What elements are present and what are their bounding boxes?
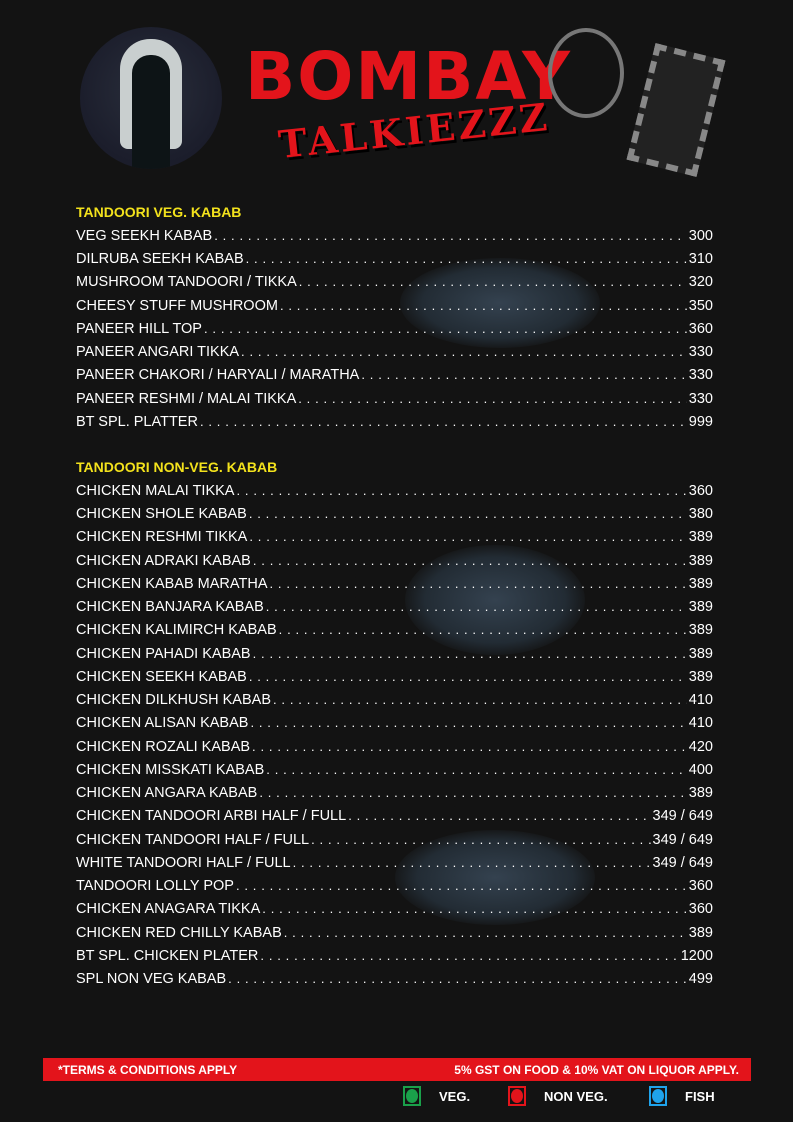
item-price: 400 <box>688 761 713 778</box>
menu-item <box>76 692 713 712</box>
menu-item <box>76 901 713 921</box>
item-price: 389 <box>688 552 713 569</box>
menu-item <box>76 948 713 968</box>
tax-text: 5% GST ON FOOD & 10% VAT ON LIQUOR APPLY. <box>454 1062 739 1077</box>
dot-leader <box>204 321 687 337</box>
item-price: 389 <box>688 599 713 616</box>
dot-leader <box>273 692 687 708</box>
item-name: CHICKEN SEEKH KABAB <box>76 668 247 685</box>
item-name: CHICKEN TANDOORI ARBI HALF / FULL <box>76 808 347 825</box>
brand-subtitle: TALKIEZZZ <box>276 93 552 168</box>
menu-item <box>76 669 713 689</box>
dot-leader <box>266 599 687 615</box>
dot-leader <box>249 669 687 685</box>
menu-item <box>76 483 713 503</box>
dot-leader <box>293 855 651 871</box>
item-name: CHICKEN ANGARA KABAB <box>76 785 258 802</box>
dot-leader <box>250 715 686 731</box>
item-name: CHEESY STUFF MUSHROOM <box>76 297 278 314</box>
item-name: PANEER ANGARI TIKKA <box>76 344 240 361</box>
item-name: CHICKEN ADRAKI KABAB <box>76 552 251 569</box>
dot-leader <box>246 251 687 267</box>
menu-item <box>76 762 713 782</box>
item-price: 380 <box>688 506 713 523</box>
item-price: 349 / 649 <box>652 854 713 871</box>
item-name: CHICKEN SHOLE KABAB <box>76 506 247 523</box>
item-name: DILRUBA SEEKH KABAB <box>76 251 244 268</box>
dot-leader <box>298 391 687 407</box>
item-name: BT SPL. CHICKEN PLATER <box>76 947 259 964</box>
item-price: 389 <box>688 785 713 802</box>
item-price: 499 <box>688 971 713 988</box>
section-title: TANDOORI NON-VEG. KABAB <box>76 459 278 475</box>
dot-leader <box>241 344 687 360</box>
dot-leader <box>236 878 687 894</box>
item-price: 330 <box>688 344 713 361</box>
terms-text: *TERMS & CONDITIONS APPLY <box>58 1062 238 1077</box>
legend-label: VEG. <box>439 1088 471 1104</box>
brand-title: BOMBAY <box>245 38 572 115</box>
dot-leader <box>299 274 687 290</box>
menu-item <box>76 715 713 735</box>
item-name: CHICKEN KALIMIRCH KABAB <box>76 622 277 639</box>
item-price: 360 <box>688 483 713 499</box>
dot-leader <box>214 228 687 244</box>
item-price: 389 <box>688 924 713 941</box>
item-price: 389 <box>688 668 713 685</box>
menu-item <box>76 321 713 341</box>
item-name: CHICKEN RESHMI TIKKA <box>76 529 248 546</box>
dot-leader <box>262 901 687 917</box>
menu-item <box>76 971 713 991</box>
item-price: 330 <box>688 390 713 407</box>
item-name: CHICKEN ALISAN KABAB <box>76 715 249 732</box>
dot-leader <box>266 762 687 778</box>
item-name: PANEER HILL TOP <box>76 320 202 337</box>
item-price: 349 / 649 <box>652 808 713 825</box>
item-name: PANEER RESHMI / MALAI TIKKA <box>76 390 297 407</box>
menu-item <box>76 298 713 318</box>
fish-icon <box>649 1086 667 1106</box>
menu-item <box>76 855 713 875</box>
menu-item <box>76 878 713 898</box>
menu-item <box>76 506 713 526</box>
item-price: 389 <box>688 575 713 592</box>
item-price: 389 <box>688 529 713 546</box>
dot-leader <box>311 832 650 848</box>
item-price: 320 <box>688 274 713 291</box>
item-price: 300 <box>688 228 713 244</box>
dot-leader <box>200 414 687 430</box>
dot-leader <box>361 367 686 383</box>
item-name: CHICKEN ROZALI KABAB <box>76 738 251 755</box>
item-price: 330 <box>688 367 713 384</box>
menu-item <box>76 599 713 619</box>
legend-non-veg <box>508 1086 608 1106</box>
item-name: CHICKEN DILKHUSH KABAB <box>76 692 271 709</box>
legend-fish <box>649 1086 715 1106</box>
item-price: 310 <box>688 251 713 268</box>
dot-leader <box>280 298 687 314</box>
dot-leader <box>348 808 650 824</box>
menu-item <box>76 344 713 364</box>
film-strip-icon <box>627 43 726 177</box>
dot-leader <box>270 576 687 592</box>
veg-icon <box>403 1086 421 1106</box>
dot-leader <box>249 506 687 522</box>
legend-veg <box>403 1086 470 1106</box>
dot-leader <box>236 483 686 499</box>
item-name: CHICKEN TANDOORI HALF / FULL <box>76 831 310 848</box>
dot-leader <box>279 622 687 638</box>
dot-leader <box>249 529 686 545</box>
dot-leader <box>228 971 687 987</box>
item-name: CHICKEN MALAI TIKKA <box>76 483 235 499</box>
menu-item <box>76 832 713 852</box>
menu-item <box>76 553 713 573</box>
item-price: 410 <box>688 692 713 709</box>
footer-bar <box>43 1058 751 1081</box>
item-price: 360 <box>688 901 713 918</box>
menu-item <box>76 925 713 945</box>
item-price: 389 <box>688 622 713 639</box>
item-price: 360 <box>688 878 713 895</box>
item-name: MUSHROOM TANDOORI / TIKKA <box>76 274 297 291</box>
dot-leader <box>253 553 687 569</box>
menu-item <box>76 739 713 759</box>
item-name: TANDOORI LOLLY POP <box>76 878 234 895</box>
menu-item <box>76 274 713 294</box>
menu-item <box>76 414 713 434</box>
item-name: SPL NON VEG KABAB <box>76 971 227 988</box>
menu-item <box>76 576 713 596</box>
menu-item <box>76 622 713 642</box>
dot-leader <box>252 739 687 755</box>
item-name: WHITE TANDOORI HALF / FULL <box>76 854 291 871</box>
menu-item <box>76 228 713 248</box>
item-price: 349 / 649 <box>652 831 713 848</box>
item-name: CHICKEN BANJARA KABAB <box>76 599 264 616</box>
item-name: CHICKEN MISSKATI KABAB <box>76 761 265 778</box>
item-name: BT SPL. PLATTER <box>76 413 198 430</box>
menu-item <box>76 391 713 411</box>
menu-item <box>76 785 713 805</box>
item-price: 360 <box>688 320 713 337</box>
dot-leader <box>259 785 686 801</box>
item-name: VEG SEEKH KABAB <box>76 228 213 244</box>
menu-item <box>76 367 713 387</box>
item-name: PANEER CHAKORI / HARYALI / MARATHA <box>76 367 360 384</box>
dot-leader <box>253 646 687 662</box>
menu-item <box>76 646 713 666</box>
item-price: 410 <box>688 715 713 732</box>
non-veg-icon <box>508 1086 526 1106</box>
menu-item <box>76 808 713 828</box>
item-name: CHICKEN ANAGARA TIKKA <box>76 901 261 918</box>
legend-label: FISH <box>685 1088 715 1104</box>
item-name: CHICKEN KABAB MARATHA <box>76 575 268 592</box>
item-price: 999 <box>688 413 713 430</box>
menu-item <box>76 251 713 271</box>
legend-label: NON VEG. <box>544 1088 608 1104</box>
dot-leader <box>260 948 678 964</box>
item-price: 420 <box>688 738 713 755</box>
item-name: CHICKEN RED CHILLY KABAB <box>76 924 282 941</box>
menu-item <box>76 529 713 549</box>
item-price: 389 <box>688 645 713 662</box>
film-reel-icon <box>548 28 624 118</box>
dot-leader <box>284 925 687 941</box>
section-title: TANDOORI VEG. KABAB <box>76 204 242 220</box>
logo-portrait-image <box>80 27 222 169</box>
item-price: 350 <box>688 297 713 314</box>
item-price: 1200 <box>680 947 713 964</box>
item-name: CHICKEN PAHADI KABAB <box>76 645 251 662</box>
